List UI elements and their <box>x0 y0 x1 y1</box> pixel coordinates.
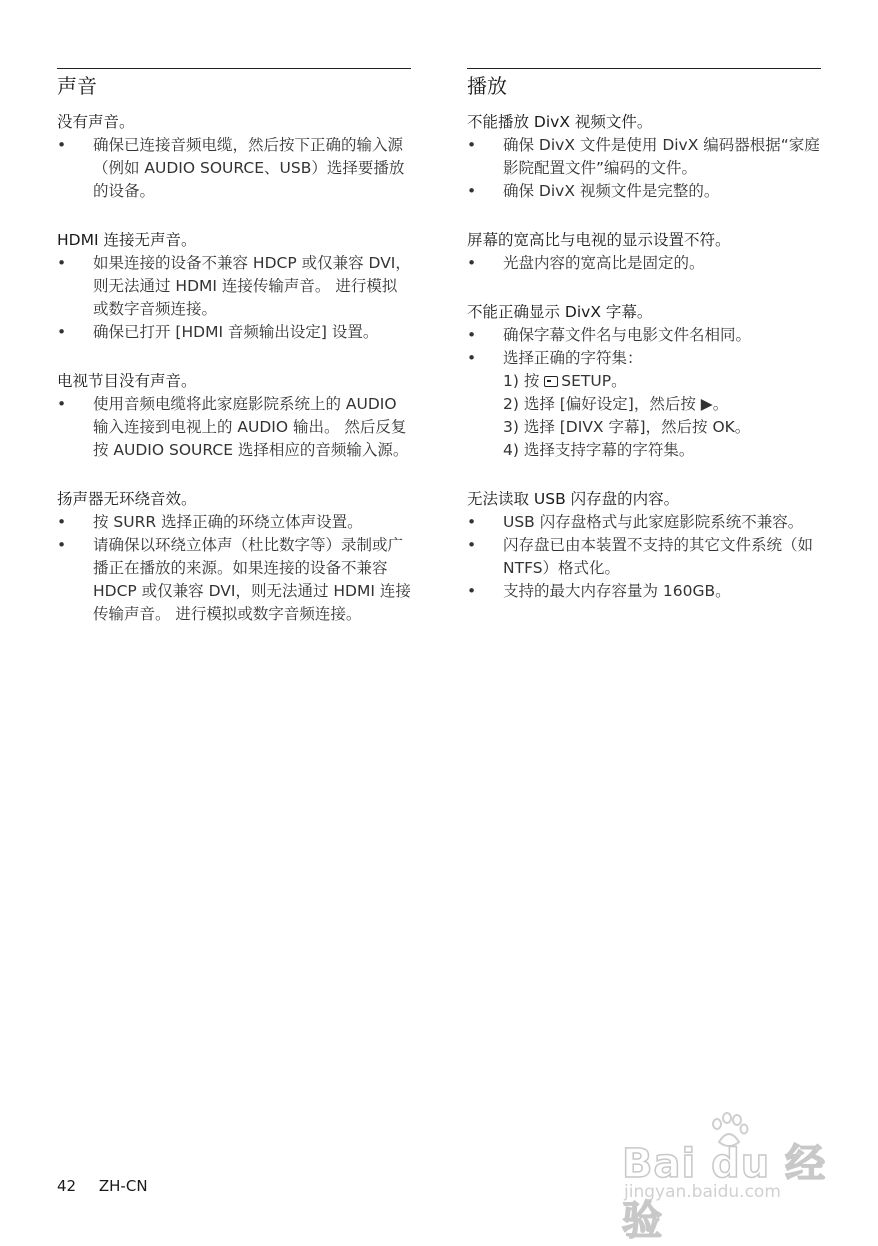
step-4: 4) 选择支持字幕的字符集。 <box>503 441 695 459</box>
issue-no-surround <box>57 488 411 626</box>
page-footer <box>57 1176 148 1196</box>
page-number: 42 <box>57 1177 77 1195</box>
list-item: • 如果连接的设备不兼容 HDCP 或仅兼容 DVI，则无法通过 HDMI 连接传输声音。 进行模拟或数字音频连接。 <box>57 252 411 321</box>
list-item: • 按 SURR 选择正确的环绕立体声设置。 <box>57 511 411 534</box>
step-2: 2) 选择 [偏好设定]，然后按 ▶。 <box>503 395 729 413</box>
issue-heading: HDMI 连接无声音。 <box>57 231 197 249</box>
list-item: • 确保字幕文件名与电影文件名相同。 <box>467 324 821 347</box>
list-item: • 光盘内容的宽高比是固定的。 <box>467 252 821 275</box>
issue-usb-read <box>467 488 821 603</box>
charset-lead: • 选择正确的字符集： <box>503 349 643 367</box>
watermark-url: jingyan.baidu.com <box>624 1182 781 1202</box>
left-column <box>57 68 411 652</box>
step-3: 3) 选择 [DIVX 字幕]，然后按 OK。 <box>503 418 751 436</box>
list-item: • 确保已打开 [HDMI 音频输出设定] 设置。 <box>57 321 411 344</box>
list-item: • 支持的最大内存容量为 160GB。 <box>467 580 821 603</box>
issue-heading: 不能播放 DivX 视频文件。 <box>467 113 653 131</box>
language-code: ZH-CN <box>98 1177 148 1195</box>
list-item: • 确保 DivX 文件是使用 DivX 编码器根据“家庭影院配置文件”编码的文件。 <box>467 134 821 180</box>
section-title-playback: 播放 <box>467 68 821 99</box>
issue-divx-subtitle <box>467 301 821 462</box>
list-item: • 确保 DivX 视频文件是完整的。 <box>467 180 821 203</box>
issue-heading: 屏幕的宽高比与电视的显示设置不符。 <box>467 231 731 249</box>
issue-tv-no-sound <box>57 370 411 462</box>
step-1-prefix: 1) 按 <box>503 372 540 390</box>
watermark-brand: Bai du 经验 <box>622 1141 827 1244</box>
issue-heading: 扬声器无环绕音效。 <box>57 490 197 508</box>
step-1-key: SETUP。 <box>561 372 627 390</box>
section-title-sound: 声音 <box>57 68 411 99</box>
step-1 <box>503 370 821 393</box>
baidu-watermark <box>622 1112 827 1244</box>
issue-no-sound <box>57 111 411 203</box>
issue-heading: 没有声音。 <box>57 113 135 131</box>
list-item-charset <box>467 347 821 462</box>
list-item: • 闪存盘已由本装置不支持的其它文件系统（如 NTFS）格式化。 <box>467 534 821 580</box>
issue-divx-play <box>467 111 821 203</box>
issue-heading: 电视节目没有声音。 <box>57 372 197 390</box>
issue-hdmi-no-sound <box>57 229 411 344</box>
issue-aspect-ratio <box>467 229 821 275</box>
list-item: • 请确保以环绕立体声（杜比数字等）录制或广播正在播放的来源。如果连接的设备不兼容 HDCP 或仅兼容 DVI，则无法通过 HDMI 连接传输声音。 进行模拟或数字音频连接。 <box>57 534 411 626</box>
list-item: • 确保已连接音频电缆，然后按下正确的输入源（例如 AUDIO SOURCE、USB）选择要播放的设备。 <box>57 134 411 203</box>
issue-heading: 无法读取 USB 闪存盘的内容。 <box>467 490 680 508</box>
setup-icon <box>544 376 558 387</box>
right-column <box>467 68 821 629</box>
issue-heading: 不能正确显示 DivX 字幕。 <box>467 303 653 321</box>
list-item: • 使用音频电缆将此家庭影院系统上的 AUDIO 输入连接到电视上的 AUDIO 输出。 然后反复按 AUDIO SOURCE 选择相应的音频输入源。 <box>57 393 411 462</box>
list-item: • USB 闪存盘格式与此家庭影院系统不兼容。 <box>467 511 821 534</box>
